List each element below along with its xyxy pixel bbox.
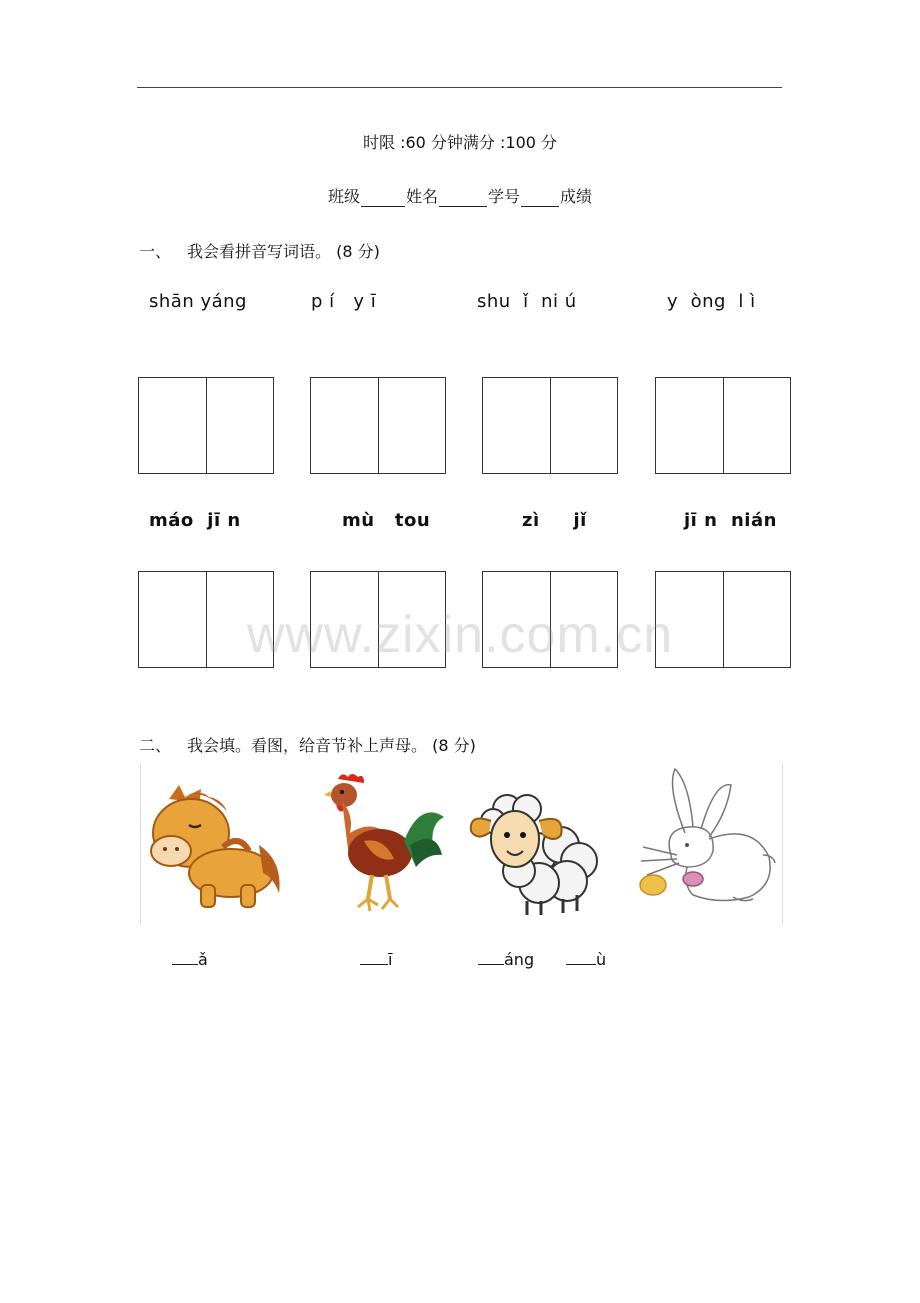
writing-box[interactable]: [310, 377, 446, 474]
pinyin-ziji: zì jǐ: [522, 510, 587, 531]
sheep-picture: [467, 785, 603, 919]
answer-horse: [172, 950, 208, 969]
id-label: 学号: [488, 187, 521, 206]
section2-heading: [139, 733, 476, 756]
name-label: 姓名: [405, 187, 438, 206]
score-label: 成绩: [560, 187, 593, 206]
final-text: ǎ: [198, 950, 208, 969]
rooster-picture: [324, 771, 450, 915]
student-info-line: [0, 184, 920, 207]
answer-sheep: [478, 950, 534, 969]
initial-blank[interactable]: [360, 950, 388, 965]
final-text: ī: [388, 950, 393, 969]
pinyin-piyi: p í y ī: [311, 291, 377, 312]
initial-blank[interactable]: [478, 950, 504, 965]
horse-picture: [149, 781, 287, 913]
writing-box[interactable]: [482, 377, 618, 474]
section1-title: 我会看拼音写词语。 (8 分): [187, 242, 380, 261]
answer-rabbit: [566, 950, 606, 969]
pinyin-jinnian: jī n nián: [684, 510, 777, 531]
pinyin-mutou: mù tou: [342, 510, 431, 531]
rabbit-picture: [623, 767, 779, 909]
writing-box[interactable]: [655, 377, 791, 474]
writing-box[interactable]: [138, 377, 274, 474]
pinyin-shanyang: shān yáng: [149, 291, 247, 312]
section2-number: 二、: [139, 736, 172, 755]
pinyin-maojin: máo jī n: [149, 510, 241, 531]
watermark: www.zixin.com.cn: [246, 606, 674, 664]
final-text: ù: [596, 950, 607, 969]
header-rule: [137, 87, 782, 88]
section2-title: 我会填。看图，给音节补上声母。 (8 分): [187, 736, 476, 755]
section1-number: 一、: [139, 242, 172, 261]
pinyin-shuiniu: shu ǐ ni ú: [477, 291, 577, 312]
class-blank[interactable]: [361, 190, 405, 207]
final-text: áng: [504, 950, 535, 969]
initial-blank[interactable]: [566, 950, 596, 965]
class-label: 班级: [327, 187, 360, 206]
animal-pictures: [140, 763, 783, 925]
name-blank[interactable]: [439, 190, 487, 207]
pinyin-yongli: y òng l ì: [667, 291, 756, 312]
initial-blank[interactable]: [172, 950, 198, 965]
answer-rooster: [360, 950, 392, 969]
section1-heading: [139, 239, 380, 262]
time-limit-text: 时限 :60 分钟满分 :100 分: [362, 133, 558, 152]
id-blank[interactable]: [521, 190, 559, 207]
